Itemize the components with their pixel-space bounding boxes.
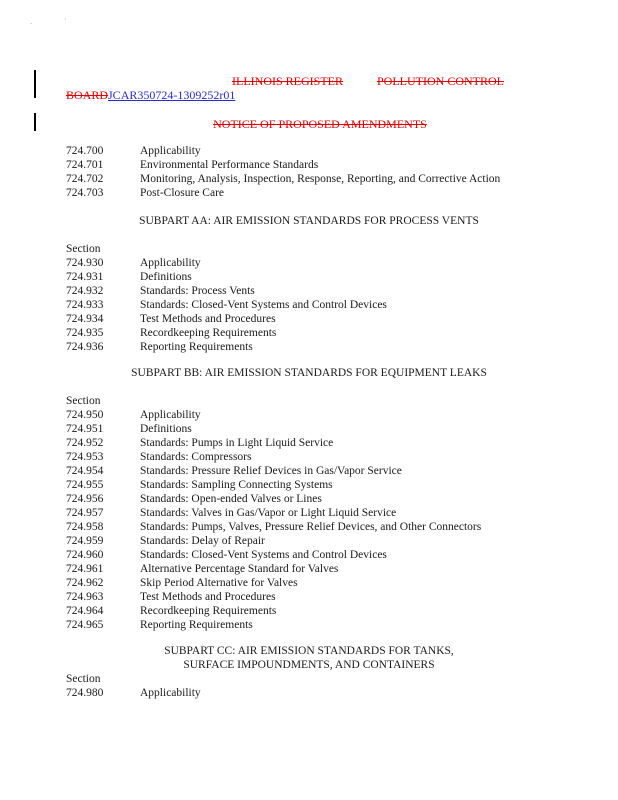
section-number: 724.932 bbox=[66, 285, 104, 297]
board-title-struck: POLLUTION CONTROL bbox=[377, 74, 504, 88]
section-number: 724.959 bbox=[66, 535, 104, 547]
section-title: Monitoring, Analysis, Inspection, Response, Reporting, and Corrective Action bbox=[140, 173, 501, 185]
list-item bbox=[66, 408, 201, 422]
section-title: Standards: Open-ended Valves or Lines bbox=[140, 493, 322, 505]
list-item bbox=[66, 576, 298, 590]
notice-heading bbox=[0, 117, 618, 132]
section-number: 724.964 bbox=[66, 605, 104, 617]
section-number: 724.936 bbox=[66, 341, 104, 353]
section-title: Alternative Percentage Standard for Valves bbox=[140, 563, 339, 575]
list-item bbox=[66, 464, 402, 478]
section-number: 724.951 bbox=[66, 423, 104, 435]
section-number: 724.702 bbox=[66, 173, 104, 185]
register-title-struck: ILLINOIS REGISTER bbox=[232, 74, 343, 88]
section-number: 724.930 bbox=[66, 257, 104, 269]
section-number: 724.963 bbox=[66, 591, 104, 603]
section-title: Applicability bbox=[140, 257, 201, 269]
section-title: Recordkeeping Requirements bbox=[140, 327, 277, 339]
list-item bbox=[66, 172, 500, 186]
section-label: Section bbox=[66, 395, 101, 407]
scan-mark: · bbox=[64, 14, 67, 24]
section-title: Applicability bbox=[140, 687, 201, 699]
section-number: 724.960 bbox=[66, 549, 104, 561]
section-number: 724.933 bbox=[66, 299, 104, 311]
section-title: Standards: Process Vents bbox=[140, 285, 255, 297]
section-title: Skip Period Alternative for Valves bbox=[140, 577, 298, 589]
list-item bbox=[66, 478, 333, 492]
list-item bbox=[66, 548, 387, 562]
section-title: Standards: Pumps, Valves, Pressure Relief Devices, and Other Connectors bbox=[140, 521, 482, 533]
section-title: Environmental Performance Standards bbox=[140, 159, 319, 171]
section-title: Standards: Closed-Vent Systems and Control Devices bbox=[140, 549, 387, 561]
list-item bbox=[66, 436, 333, 450]
list-item bbox=[66, 562, 338, 576]
subpart-aa-heading: SUBPART AA: AIR EMISSION STANDARDS FOR PROCESS VENTS bbox=[139, 215, 479, 227]
section-number: 724.961 bbox=[66, 563, 104, 575]
section-number: 724.950 bbox=[66, 409, 104, 421]
notice-title-struck: NOTICE OF PROPOSED AMENDMENTS bbox=[213, 117, 427, 131]
section-title: Standards: Pumps in Light Liquid Service bbox=[140, 437, 334, 449]
jcar-header bbox=[66, 88, 235, 103]
section-number: 724.952 bbox=[66, 437, 104, 449]
section-title: Standards: Delay of Repair bbox=[140, 535, 265, 547]
section-number: 724.934 bbox=[66, 313, 104, 325]
list-item bbox=[66, 144, 201, 158]
section-number: 724.953 bbox=[66, 451, 104, 463]
list-item bbox=[66, 686, 201, 700]
section-title: Standards: Valves in Gas/Vapor or Light Liquid Service bbox=[140, 507, 397, 519]
section-title: Definitions bbox=[140, 271, 192, 283]
section-title: Standards: Compressors bbox=[140, 451, 252, 463]
scan-mark: . bbox=[30, 16, 33, 26]
list-item bbox=[66, 422, 192, 436]
section-title: Recordkeeping Requirements bbox=[140, 605, 277, 617]
list-item bbox=[66, 186, 224, 200]
section-number: 724.703 bbox=[66, 187, 104, 199]
section-label: Section bbox=[66, 673, 101, 685]
section-number: 724.958 bbox=[66, 521, 104, 533]
list-item bbox=[66, 506, 396, 520]
list-item bbox=[66, 326, 276, 340]
register-header bbox=[232, 74, 504, 89]
section-number: 724.962 bbox=[66, 577, 104, 589]
section-title: Test Methods and Procedures bbox=[140, 313, 276, 325]
section-title: Reporting Requirements bbox=[140, 341, 253, 353]
section-number: 724.931 bbox=[66, 271, 104, 283]
list-item bbox=[66, 618, 253, 632]
section-number: 724.954 bbox=[66, 465, 104, 477]
jcar-code: JCAR350724-1309252r01 bbox=[108, 88, 236, 102]
list-item bbox=[66, 158, 318, 172]
section-title: Standards: Sampling Connecting Systems bbox=[140, 479, 333, 491]
list-item bbox=[66, 270, 192, 284]
section-title: Standards: Closed-Vent Systems and Control Devices bbox=[140, 299, 387, 311]
section-title: Standards: Pressure Relief Devices in Gas/Vapor Service bbox=[140, 465, 402, 477]
list-item bbox=[66, 604, 276, 618]
subpart-cc-heading-line2: SURFACE IMPOUNDMENTS, AND CONTAINERS bbox=[183, 659, 435, 671]
section-number: 724.965 bbox=[66, 619, 104, 631]
section-number: 724.956 bbox=[66, 493, 104, 505]
list-item bbox=[66, 256, 201, 270]
list-item bbox=[66, 590, 276, 604]
section-title: Applicability bbox=[140, 145, 201, 157]
list-item bbox=[66, 284, 255, 298]
section-title: Applicability bbox=[140, 409, 201, 421]
board-title-struck-2: BOARD bbox=[66, 88, 109, 102]
section-title: Test Methods and Procedures bbox=[140, 591, 276, 603]
list-item bbox=[66, 312, 276, 326]
list-item bbox=[66, 534, 265, 548]
subpart-cc-heading-line1: SUBPART CC: AIR EMISSION STANDARDS FOR TANKS, bbox=[164, 645, 454, 657]
section-label: Section bbox=[66, 243, 101, 255]
list-item bbox=[66, 450, 251, 464]
section-title: Definitions bbox=[140, 423, 192, 435]
section-number: 724.935 bbox=[66, 327, 104, 339]
section-title: Reporting Requirements bbox=[140, 619, 253, 631]
section-number: 724.957 bbox=[66, 507, 104, 519]
section-number: 724.701 bbox=[66, 159, 104, 171]
list-item bbox=[66, 298, 387, 312]
list-item bbox=[66, 520, 481, 534]
list-item bbox=[66, 340, 253, 354]
subpart-bb-heading: SUBPART BB: AIR EMISSION STANDARDS FOR EQUIPMENT LEAKS bbox=[131, 367, 487, 379]
section-number: 724.955 bbox=[66, 479, 104, 491]
list-item bbox=[66, 492, 322, 506]
change-bar bbox=[34, 70, 36, 98]
section-number: 724.700 bbox=[66, 145, 104, 157]
section-number: 724.980 bbox=[66, 687, 104, 699]
section-title: Post-Closure Care bbox=[140, 187, 225, 199]
